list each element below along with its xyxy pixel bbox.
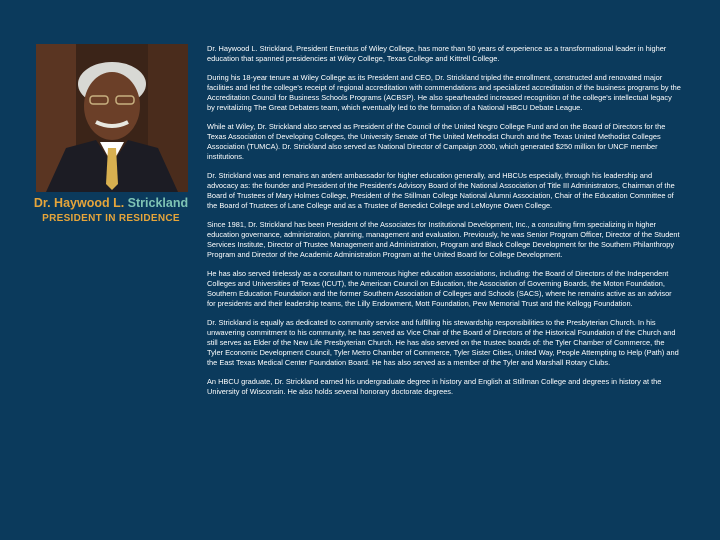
person-role: PRESIDENT IN RESIDENCE [42,213,180,224]
bio-paragraph: Dr. Strickland was and remains an ardent ambassador for higher education generally, and HBCUs especially, through his leadership and advocacy as: the founder and President of the President's Advisory Board of the National Association of Title III Administrators, Chairman of the Board of Trustees of Mary Holmes College, President of the Stillman College National Alumni Association, Chair of the Education Committee of the Board of Trustees of Lane College and as a Trustee of Benedict College and LeMoyne Owen College. [207,171,675,210]
bio-paragraph: He has also served tirelessly as a consultant to numerous higher education associations, including: the Board of Directors of the Independent Colleges and Universities of Texas (ICUT), the American Council on Education, the Association of Governing Boards, the Moton Foundation, Southern Education Foundation and the former Southern Association of Colleges and Schools (SACS), where he remains active as an advisor for presidents and their leadership teams, the Lilly Endowment, Mott Foundation, Pew Memorial Trust and the Kellogg Foundation. [207,269,672,308]
bio-paragraph: During his 18-year tenure at Wiley College as its President and CEO, Dr. Strickland tripled the enrollment, constructed and renovated major facilities and led the college's receipt of regional accreditation with commendations and specialized accreditation of the business programs by the Accreditation Council for Business Schools Programs (ACBSP). He also spearheaded increased recognition of the college's intellectual legacy by revitalizing The Great Debaters team, which eventually led to the formation of a National HBCU Debate League. [207,73,681,112]
person-name [22,195,200,211]
bio-paragraph: An HBCU graduate, Dr. Strickland earned his undergraduate degree in history and English at Stillman College and degrees in history at the University of Wisconsin. He also holds several honorary doctorate degrees. [207,377,662,396]
bio-paragraph: While at Wiley, Dr. Strickland also served as President of the Council of the United Negro College Fund and on the Board of Directors for the Texas Association of Developing Colleges, the University Senate of The United Methodist Church and the Texas United Methodist Colleges Association (TUMCA). Dr. Strickland also served as National Director of Campaign 2000, which generated $250 million for UNCF member institutions. [207,122,666,161]
name-first: Dr. Haywood L. [33,196,128,210]
portrait-photo [36,44,188,192]
bio-paragraph: Dr. Haywood L. Strickland, President Emeritus of Wiley College, has more than 50 years of experience as a transformational leader in higher education that spanned presidencies at Wiley College, Texas College and Kittrell College. [207,44,667,63]
portrait-illustration [36,44,188,192]
bio-paragraph: Since 1981, Dr. Strickland has been President of the Associates for Institutional Development, Inc., a consulting firm specializing in higher education governance, administration, planning, management and evaluation. Previously, he was Senior Program Officer, Director of the Student Services Institute, Director of Trustee Management and Administration, Program and Black College Development for the Southern Philanthropy Program and Director of the Academic Administration Program at the United Board for College Development. [207,220,680,259]
name-last: Strickland [127,196,189,210]
biography [207,44,681,406]
bio-paragraph: Dr. Strickland is equally as dedicated to community service and fulfilling his stewardship responsibilities to the Presbyterian Church. In his unwavering commitment to his community, he has served as Vice Chair of the Board of Directors of the Historical Foundation of the Church and still serves as Elder of the New Life Presbyterian Church. He has also served on the trustee boards of: the Tyler Chamber of Commerce, the Tyler Economic Development Council, Tyler Metro Chamber of Commerce, Tyler Sister Cities, United Way, People Attempting to Help (Path) and the East Texas Medical Center Foundation Board. He has also served as a member of the Tyler and Marshall Rotary Clubs. [207,318,679,367]
